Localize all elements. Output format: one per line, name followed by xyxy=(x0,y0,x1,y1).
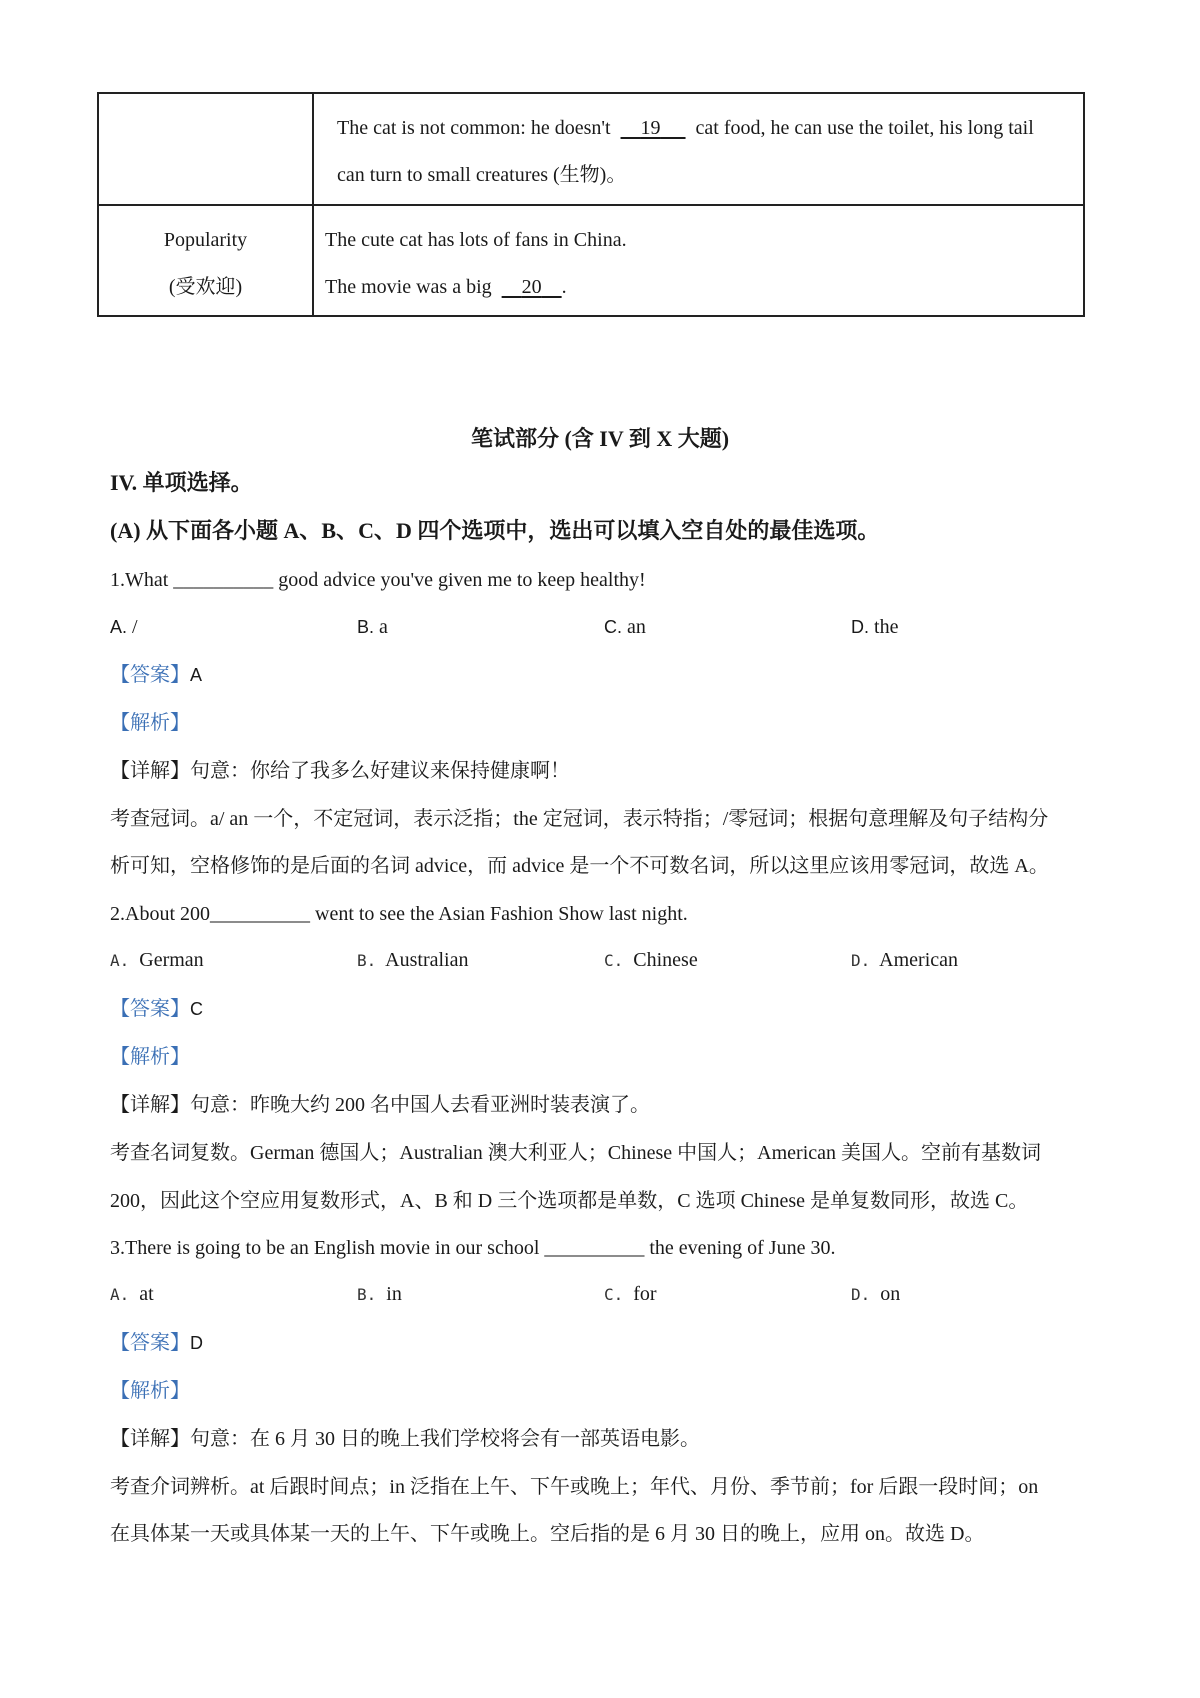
blank-20: 20 xyxy=(521,276,542,298)
question-2-stem: 2.About 200__________ went to see the Asian Fashion Show last night. xyxy=(110,903,688,925)
table-row1-line2 xyxy=(337,163,626,187)
option-a: A. German xyxy=(110,949,204,971)
detail-3: 【详解】句意：在 6 月 30 日的晚上我们学校将会有一部英语电影。 xyxy=(110,1428,700,1450)
option-c: C. Chinese xyxy=(604,949,698,971)
option-b: B. in xyxy=(357,1283,402,1305)
table-row-divider xyxy=(99,204,1083,206)
answer-1: 【答案】A xyxy=(110,664,203,686)
analysis-3: 【解析】 xyxy=(110,1380,190,1402)
blank-19: 19 xyxy=(640,117,661,139)
table-text: The cat is not common: he doesn't xyxy=(337,117,611,139)
option-d: D. the xyxy=(851,616,899,638)
table-row2-line1: The cute cat has lots of fans in China. xyxy=(325,229,627,251)
table-text: cat food, he can use the toilet, his long tail xyxy=(695,117,1034,139)
table-column-divider xyxy=(312,94,314,315)
info-table xyxy=(97,92,1085,317)
analysis-2: 【解析】 xyxy=(110,1046,190,1068)
explain-3-line1: 考查介词辨析。at 后跟时间点；in 泛指在上午、下午或晚上；年代、月份、季节前；for 后跟一段时间；on xyxy=(110,1476,1039,1498)
explain-1-line1: 考查冠词。a/ an 一个，不定冠词，表示泛指；the 定冠词，表示特指；/零冠词；根据句意理解及句子结构分 xyxy=(110,808,1049,830)
table-row1-line1 xyxy=(337,116,1034,140)
answer-3: 【答案】D xyxy=(110,1332,203,1354)
table-text: can turn to small creatures (生物)。 xyxy=(337,164,627,186)
explain-2-line2: 200，因此这个空应用复数形式，A、B 和 D 三个选项都是单数，C 选项 Chinese 是单复数同形，故选 C。 xyxy=(110,1190,1029,1212)
explain-1-line2: 析可知，空格修饰的是后面的名词 advice，而 advice 是一个不可数名词，所以这里应该用零冠词，故选 A。 xyxy=(110,855,1049,877)
detail-1: 【详解】句意：你给了我多么好建议来保持健康啊！ xyxy=(110,760,570,782)
option-a: A. / xyxy=(110,616,138,638)
option-c: C. an xyxy=(604,616,646,638)
detail-2: 【详解】句意：昨晚大约 200 名中国人去看亚洲时装表演了。 xyxy=(110,1094,650,1116)
option-c: C. for xyxy=(604,1283,657,1305)
option-b: B. Australian xyxy=(357,949,469,971)
table-row2-line2: The movie was a big 20 . xyxy=(325,276,567,298)
option-d: D. on xyxy=(851,1283,901,1305)
part-heading: IV. 单项选择。 xyxy=(110,470,253,495)
answer-2: 【答案】C xyxy=(110,998,203,1020)
option-b: B. a xyxy=(357,616,388,638)
sub-heading: (A) 从下面各小题 A、B、C、D 四个选项中，选出可以填入空自处的最佳选项。 xyxy=(110,518,880,543)
analysis-1: 【解析】 xyxy=(110,712,190,734)
section-title: 笔试部分 (含 IV 到 X 大题) xyxy=(470,426,730,451)
option-d: D. American xyxy=(851,949,959,971)
question-3-stem: 3.There is going to be an English movie in our school __________ the evening of June 30. xyxy=(110,1237,836,1259)
table-row2-header: Popularity xyxy=(163,229,248,251)
explain-2-line1: 考查名词复数。German 德国人；Australian 澳大利亚人；Chinese 中国人；American 美国人。空前有基数词 xyxy=(110,1142,1042,1164)
explain-3-line2: 在具体某一天或具体某一天的上午、下午或晚上。空后指的是 6 月 30 日的晚上，应用 on。故选 D。 xyxy=(110,1523,985,1545)
question-1-stem: 1.What __________ good advice you've given me to keep healthy! xyxy=(110,569,646,591)
table-row2-header-cn: (受欢迎) xyxy=(168,276,243,298)
option-a: A. at xyxy=(110,1283,154,1305)
